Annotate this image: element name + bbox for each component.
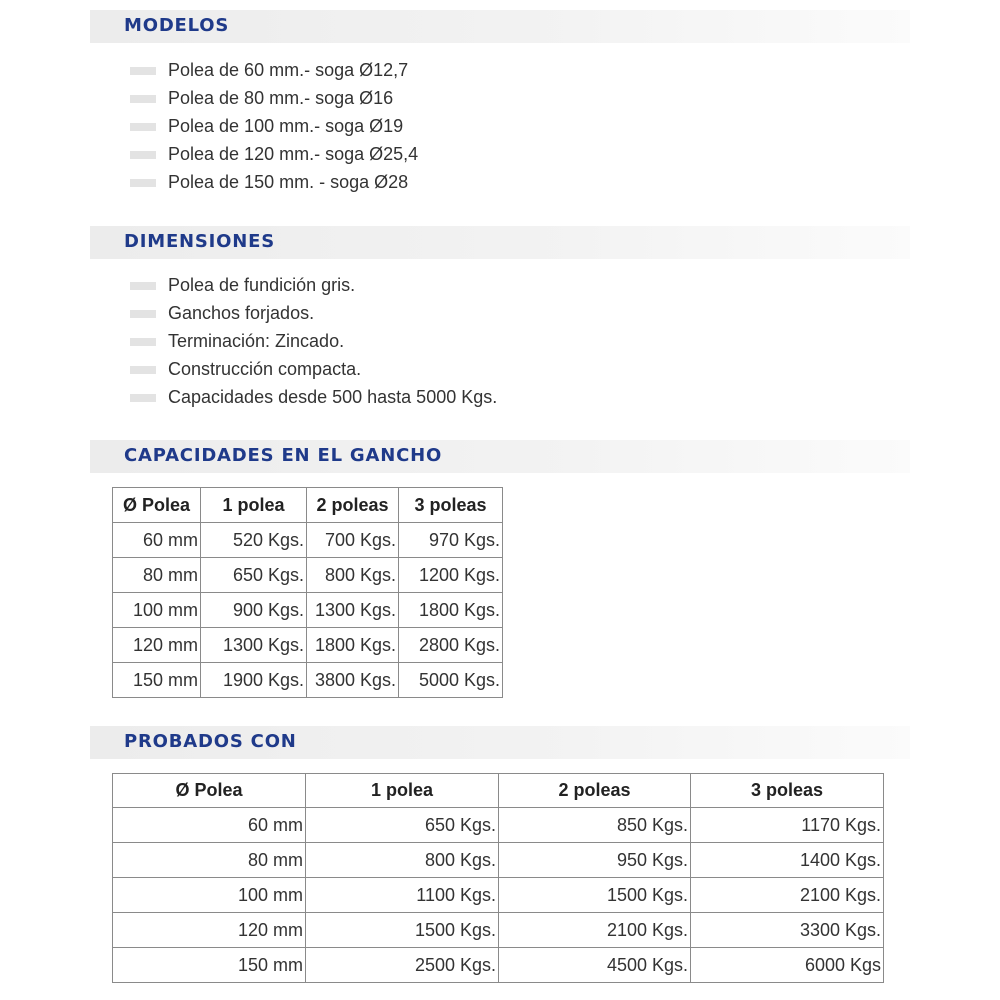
modelos-title: MODELOS bbox=[124, 15, 230, 36]
probados-table bbox=[112, 773, 884, 983]
table-cell: 800 Kgs. bbox=[307, 558, 399, 593]
table-row bbox=[113, 523, 503, 558]
table-cell: 1170 Kgs. bbox=[691, 808, 884, 843]
bullet-icon bbox=[130, 310, 156, 318]
table-cell: 120 mm bbox=[113, 913, 306, 948]
table-cell: 950 Kgs. bbox=[499, 843, 691, 878]
table-cell: 650 Kgs. bbox=[306, 808, 499, 843]
dimensiones-header bbox=[90, 226, 910, 259]
table-row bbox=[113, 878, 884, 913]
dimensiones-list bbox=[130, 271, 497, 411]
table-cell: 1800 Kgs. bbox=[399, 593, 503, 628]
list-item: Capacidades desde 500 hasta 5000 Kgs. bbox=[130, 383, 497, 411]
bullet-icon bbox=[130, 338, 156, 346]
bullet-icon bbox=[130, 123, 156, 131]
modelos-header bbox=[90, 10, 910, 43]
header-cell: 1 polea bbox=[306, 774, 499, 808]
bullet-icon bbox=[130, 67, 156, 75]
list-item: Polea de 120 mm.- soga Ø25,4 bbox=[130, 140, 418, 168]
table-cell: 80 mm bbox=[113, 558, 201, 593]
capacidades-header bbox=[90, 440, 910, 473]
table-cell: 80 mm bbox=[113, 843, 306, 878]
table-header-row bbox=[113, 488, 503, 523]
table-row bbox=[113, 843, 884, 878]
bullet-icon bbox=[130, 179, 156, 187]
header-cell: 2 poleas bbox=[499, 774, 691, 808]
list-item: Polea de 100 mm.- soga Ø19 bbox=[130, 112, 418, 140]
table-cell: 520 Kgs. bbox=[201, 523, 307, 558]
table-cell: 120 mm bbox=[113, 628, 201, 663]
table-cell: 1500 Kgs. bbox=[306, 913, 499, 948]
table-cell: 1800 Kgs. bbox=[307, 628, 399, 663]
list-item: Polea de 150 mm. - soga Ø28 bbox=[130, 168, 418, 196]
header-cell: 3 poleas bbox=[691, 774, 884, 808]
capacidades-title: CAPACIDADES EN EL GANCHO bbox=[124, 445, 443, 466]
table-cell: 150 mm bbox=[113, 663, 201, 698]
table-row bbox=[113, 808, 884, 843]
table-cell: 650 Kgs. bbox=[201, 558, 307, 593]
table-cell: 2800 Kgs. bbox=[399, 628, 503, 663]
table-cell: 5000 Kgs. bbox=[399, 663, 503, 698]
list-item: Polea de 60 mm.- soga Ø12,7 bbox=[130, 56, 418, 84]
header-cell: 3 poleas bbox=[399, 488, 503, 523]
table-cell: 700 Kgs. bbox=[307, 523, 399, 558]
bullet-icon bbox=[130, 366, 156, 374]
table-cell: 6000 Kgs bbox=[691, 948, 884, 983]
table-cell: 1500 Kgs. bbox=[499, 878, 691, 913]
list-item: Polea de 80 mm.- soga Ø16 bbox=[130, 84, 418, 112]
header-cell: Ø Polea bbox=[113, 488, 201, 523]
bullet-icon bbox=[130, 95, 156, 103]
table-cell: 3300 Kgs. bbox=[691, 913, 884, 948]
table-row bbox=[113, 663, 503, 698]
table-cell: 100 mm bbox=[113, 593, 201, 628]
dimensiones-title: DIMENSIONES bbox=[124, 231, 275, 252]
header-cell: 1 polea bbox=[201, 488, 307, 523]
list-item: Polea de fundición gris. bbox=[130, 271, 497, 299]
table-row bbox=[113, 558, 503, 593]
table-row bbox=[113, 948, 884, 983]
table-cell: 150 mm bbox=[113, 948, 306, 983]
table-cell: 1100 Kgs. bbox=[306, 878, 499, 913]
table-row bbox=[113, 628, 503, 663]
table-cell: 2500 Kgs. bbox=[306, 948, 499, 983]
capacidades-table bbox=[112, 487, 503, 698]
header-cell: Ø Polea bbox=[113, 774, 306, 808]
table-cell: 60 mm bbox=[113, 808, 306, 843]
table-cell: 2100 Kgs. bbox=[691, 878, 884, 913]
table-cell: 1200 Kgs. bbox=[399, 558, 503, 593]
header-cell: 2 poleas bbox=[307, 488, 399, 523]
table-cell: 4500 Kgs. bbox=[499, 948, 691, 983]
table-row bbox=[113, 593, 503, 628]
table-row bbox=[113, 913, 884, 948]
probados-header bbox=[90, 726, 910, 759]
table-cell: 800 Kgs. bbox=[306, 843, 499, 878]
bullet-icon bbox=[130, 394, 156, 402]
table-cell: 1400 Kgs. bbox=[691, 843, 884, 878]
table-cell: 850 Kgs. bbox=[499, 808, 691, 843]
bullet-icon bbox=[130, 282, 156, 290]
table-cell: 970 Kgs. bbox=[399, 523, 503, 558]
modelos-list bbox=[130, 56, 418, 196]
table-cell: 60 mm bbox=[113, 523, 201, 558]
table-cell: 100 mm bbox=[113, 878, 306, 913]
table-cell: 3800 Kgs. bbox=[307, 663, 399, 698]
table-header-row bbox=[113, 774, 884, 808]
table-cell: 900 Kgs. bbox=[201, 593, 307, 628]
table-cell: 1300 Kgs. bbox=[307, 593, 399, 628]
table-cell: 1900 Kgs. bbox=[201, 663, 307, 698]
table-cell: 2100 Kgs. bbox=[499, 913, 691, 948]
list-item: Terminación: Zincado. bbox=[130, 327, 497, 355]
bullet-icon bbox=[130, 151, 156, 159]
table-cell: 1300 Kgs. bbox=[201, 628, 307, 663]
list-item: Ganchos forjados. bbox=[130, 299, 497, 327]
probados-title: PROBADOS CON bbox=[124, 731, 297, 752]
list-item: Construcción compacta. bbox=[130, 355, 497, 383]
